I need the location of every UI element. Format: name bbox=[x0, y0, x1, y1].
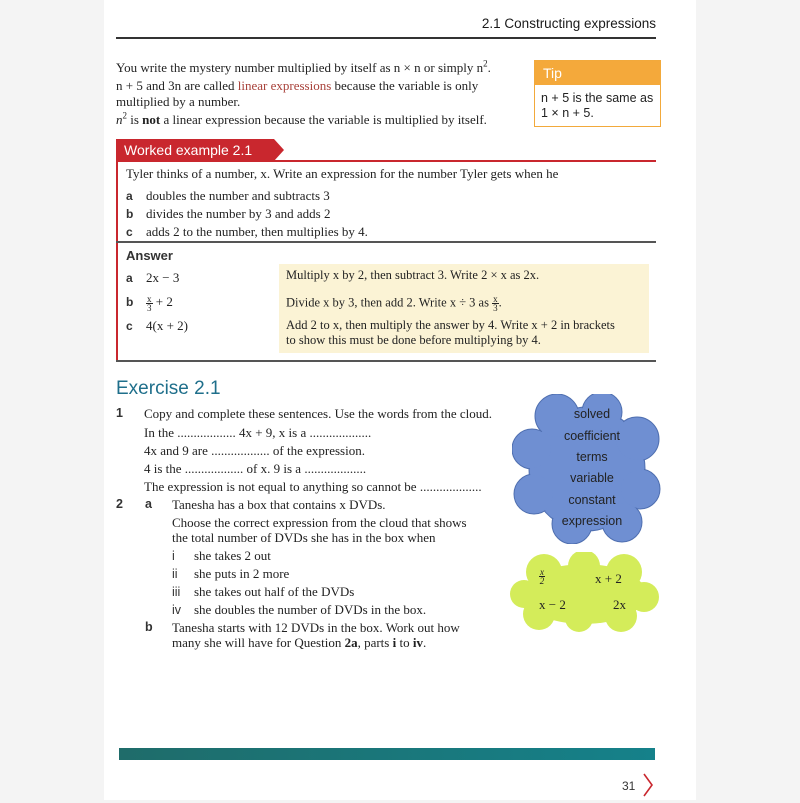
worked-example-left-rule bbox=[116, 161, 118, 360]
subpart-ii: ii she puts in 2 more bbox=[172, 566, 290, 581]
cloud-word-variable: variable bbox=[570, 471, 614, 485]
word-cloud bbox=[512, 394, 662, 544]
answer-c: c 4(x + 2) bbox=[126, 318, 188, 333]
explanation-c-cont: to show this must be done before multiplying by 4. bbox=[286, 333, 541, 347]
worked-example-bottom-rule bbox=[116, 360, 656, 362]
question-1-line-2: 4x and 9 are .................. of the expression. bbox=[144, 443, 365, 458]
question-1-line-4: The expression is not equal to anything so cannot be ................... bbox=[144, 479, 482, 494]
cloud-expression-minus: x − 2 bbox=[539, 597, 566, 612]
answer-divider bbox=[116, 241, 656, 243]
intro-text bbox=[116, 60, 511, 130]
explanation-b: Divide x by 3, then add 2. Write x ÷ 3 as $\frac{x}{3}$ . bbox=[286, 294, 502, 313]
question-1-number: 1 bbox=[116, 406, 123, 420]
intro-line-2: n + 5 and 3n are called linear expressions because the variable is only multiplied by a number. bbox=[116, 78, 479, 109]
footer-bar bbox=[119, 748, 655, 760]
answer-b: b $\frac{x}{3}$ + 2 bbox=[126, 293, 173, 313]
intro-line-3: $n^2$ is not a linear expression because the variable is multiplied by itself. bbox=[116, 110, 487, 127]
worked-example-items bbox=[126, 187, 368, 241]
section-title: 2.1 Constructing expressions bbox=[481, 16, 656, 31]
cloud-expression-half: $\frac{x}{2}$ bbox=[539, 567, 545, 586]
header-rule bbox=[116, 37, 656, 39]
subpart-i: i she takes 2 out bbox=[172, 548, 271, 563]
intro-line-1: You write the mystery number multiplied by itself as n × n or simply $n^2$. bbox=[116, 58, 491, 75]
explanation-c: Add 2 to x, then multiply the answer by 4. Write x + 2 in brackets bbox=[286, 318, 615, 332]
cloud-word-terms: terms bbox=[576, 450, 608, 464]
tip-box bbox=[534, 60, 661, 127]
worked-example-question: Tyler thinks of a number, x. Write an expression for the number Tyler gets when he bbox=[126, 166, 559, 181]
tip-heading: Tip bbox=[535, 61, 660, 85]
worked-example-top-rule bbox=[116, 160, 656, 162]
worked-item-b: b divides the number by 3 and adds 2 bbox=[126, 206, 331, 221]
worked-example-title: Worked example 2.1 bbox=[116, 139, 274, 161]
question-2a-label: a bbox=[145, 497, 152, 511]
page-number: 31 bbox=[622, 779, 636, 793]
question-2-number: 2 bbox=[116, 497, 123, 511]
answer-a: a 2x − 3 bbox=[126, 270, 180, 285]
exercise-title: Exercise 2.1 bbox=[116, 378, 221, 399]
subpart-iv: iv she doubles the number of DVDs in the box. bbox=[172, 602, 427, 617]
question-2a-line-2: Choose the correct expression from the cloud that shows bbox=[172, 515, 467, 530]
worked-example-arrow bbox=[274, 139, 284, 161]
question-2a-line-1: Tanesha has a box that contains x DVDs. bbox=[172, 497, 386, 512]
question-1-instruction: Copy and complete these sentences. Use the words from the cloud. bbox=[144, 406, 493, 421]
question-1-line-3: 4 is the .................. of x. 9 is a ................... bbox=[144, 461, 367, 476]
expression-cloud-shape bbox=[509, 552, 659, 632]
expression-cloud bbox=[509, 552, 659, 632]
question-2b-line-2: many she will have for Question 2a, parts i to iv. bbox=[172, 635, 427, 650]
keyword-linear-expressions: linear expressions bbox=[237, 78, 332, 93]
cloud-word-constant: constant bbox=[568, 493, 616, 507]
question-2b-label: b bbox=[145, 620, 153, 634]
tip-text: n + 5 is the same as 1 × n + 5. bbox=[541, 91, 654, 120]
answer-b-fraction: $\frac{x}{3}$ bbox=[147, 293, 152, 313]
explanation-a: Multiply x by 2, then subtract 3. Write 2 × x as 2x. bbox=[286, 268, 540, 282]
worked-item-a: a doubles the number and subtracts 3 bbox=[126, 188, 330, 203]
worked-item-c: c adds 2 to the number, then multiplies by 4. bbox=[126, 224, 368, 239]
question-1-line-1: In the .................. 4x + 9, x is a ................... bbox=[144, 425, 372, 440]
cloud-expression-double: 2x bbox=[613, 597, 626, 612]
answer-heading: Answer bbox=[126, 248, 173, 263]
question-2b-line-1: Tanesha starts with 12 DVDs in the box. Work out how bbox=[172, 620, 460, 635]
question-2a-line-3: the total number of DVDs she has in the box when bbox=[172, 530, 436, 545]
subpart-iii: iii she takes out half of the DVDs bbox=[172, 584, 355, 599]
cloud-expression-plus: x + 2 bbox=[595, 571, 622, 586]
textbook-page bbox=[104, 0, 696, 800]
cloud-word-coefficient: coefficient bbox=[563, 429, 621, 443]
cloud-word-solved: solved bbox=[573, 407, 611, 421]
chevron-right-icon bbox=[642, 772, 654, 803]
cloud-word-expression: expression bbox=[561, 514, 623, 528]
